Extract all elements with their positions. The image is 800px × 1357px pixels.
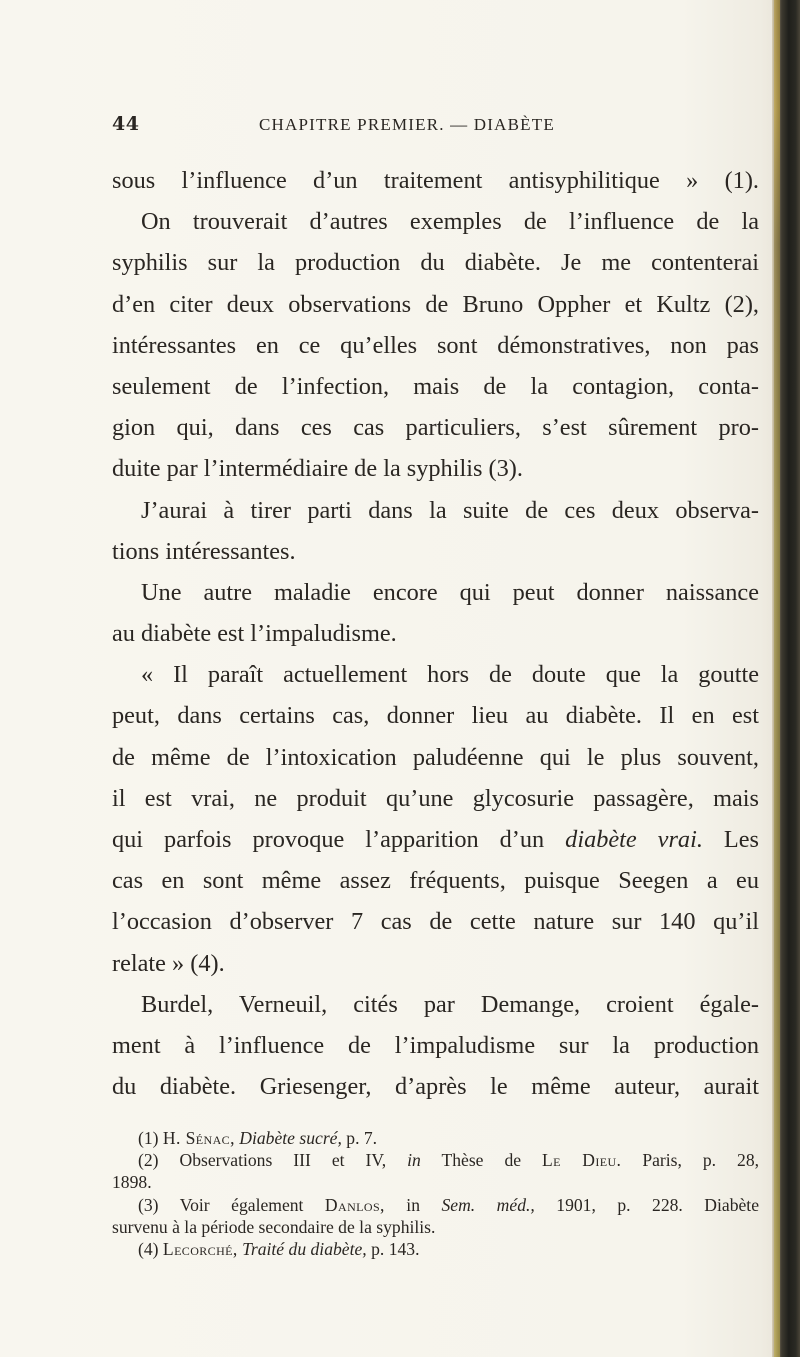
binding-edge-highlight — [774, 0, 780, 1357]
footnote-title: Traité du diabète, — [242, 1238, 367, 1259]
footnote-number: (1) — [138, 1128, 163, 1148]
text-line: « Il paraît actuellement hors de doute que la goutte — [141, 661, 759, 689]
footnote-text: 1901, p. 228. Diabète — [534, 1194, 759, 1215]
footnote-author: Le Dieu. — [542, 1150, 622, 1171]
text-line: duite par l’intermédiaire de la syphilis (3). — [112, 455, 523, 483]
footnote-3 — [112, 1194, 759, 1216]
text-line: tions intéressantes. — [112, 537, 296, 565]
italic-term: diabète vrai. — [565, 826, 703, 853]
text-line: On trouverait d’autres exemples de l’influence de la — [141, 208, 759, 236]
text-line: seulement de l’infection, mais de la contagion, conta- — [112, 372, 759, 400]
footnote-3-continued: survenu à la période secondaire de la syphilis. — [112, 1216, 436, 1237]
footnote-number: (2) — [138, 1150, 180, 1171]
footnote-in: in — [407, 1150, 421, 1171]
footnote-2-continued: 1898. — [112, 1172, 152, 1193]
footnote-number: (3) — [138, 1194, 180, 1215]
text-line: de même de l’intoxication paludéenne qui le plus souvent, — [112, 743, 759, 771]
footnote-in: in — [384, 1194, 442, 1215]
text-line: relate » (4). — [112, 949, 225, 977]
text-line: J’aurai à tirer parti dans la suite de ces deux observa- — [141, 496, 759, 524]
text-line — [112, 819, 759, 860]
footnote-text: Voir également — [179, 1194, 325, 1215]
text-line: gion qui, dans ces cas particuliers, s’est sûrement pro- — [112, 414, 759, 442]
footnote-author: H. Sénac, — [162, 1128, 235, 1148]
footnote-author: Lecorché, — [162, 1238, 238, 1259]
footnote-text: p. 7. — [341, 1128, 378, 1148]
page-header — [112, 113, 752, 143]
footnote-text: p. 143. — [366, 1238, 420, 1259]
footnote-author: Danlos, — [324, 1194, 385, 1215]
footnote-title: Diabète sucré, — [239, 1128, 342, 1148]
text-line: d’en citer deux observations de Bruno Oppher et Kultz (2), — [112, 290, 759, 318]
text-line: Burdel, Verneuil, cités par Demange, croient égale- — [141, 990, 759, 1018]
text-line: intéressantes en ce qu’elles sont démonstratives, non pas — [112, 331, 759, 359]
text-line: syphilis sur la production du diabète. Je me contenterai — [112, 249, 759, 277]
text-line: il est vrai, ne produit qu’une glycosurie passagère, mais — [112, 784, 759, 812]
footnote-4 — [112, 1238, 759, 1260]
text-line: l’occasion d’observer 7 cas de cette nature sur 140 qu’il — [112, 908, 759, 936]
text-segment: Les — [723, 826, 759, 853]
page-number: 44 — [112, 113, 140, 135]
footnote-text: Thèse de — [420, 1150, 543, 1171]
text-segment: qui parfois provoque l’apparition d’un — [112, 826, 545, 853]
text-line: du diabète. Griesenger, d’après le même auteur, aurait — [112, 1073, 759, 1101]
footnotes — [112, 1127, 759, 1260]
footnote-text: Observations III et IV, — [179, 1150, 408, 1171]
footnote-1 — [112, 1127, 759, 1149]
footnote-text: Paris, p. 28, — [621, 1150, 760, 1171]
text-line: sous l’influence d’un traitement antisyphilitique » (1). — [112, 167, 759, 194]
running-title: CHAPITRE PREMIER. — DIABÈTE — [259, 115, 555, 134]
footnote-number: (4) — [138, 1238, 163, 1259]
text-line: au diabète est l’impaludisme. — [112, 620, 397, 648]
main-text — [112, 160, 759, 1107]
footnote-2 — [112, 1149, 759, 1171]
text-line: peut, dans certains cas, donner lieu au diabète. Il en est — [112, 702, 759, 730]
text-line: ment à l’influence de l’impaludisme sur la production — [112, 1031, 759, 1059]
footnote-journal: Sem. méd., — [441, 1194, 535, 1215]
text-line: cas en sont même assez fréquents, puisque Seegen a eu — [112, 867, 759, 895]
text-line: Une autre maladie encore qui peut donner naissance — [141, 578, 759, 606]
